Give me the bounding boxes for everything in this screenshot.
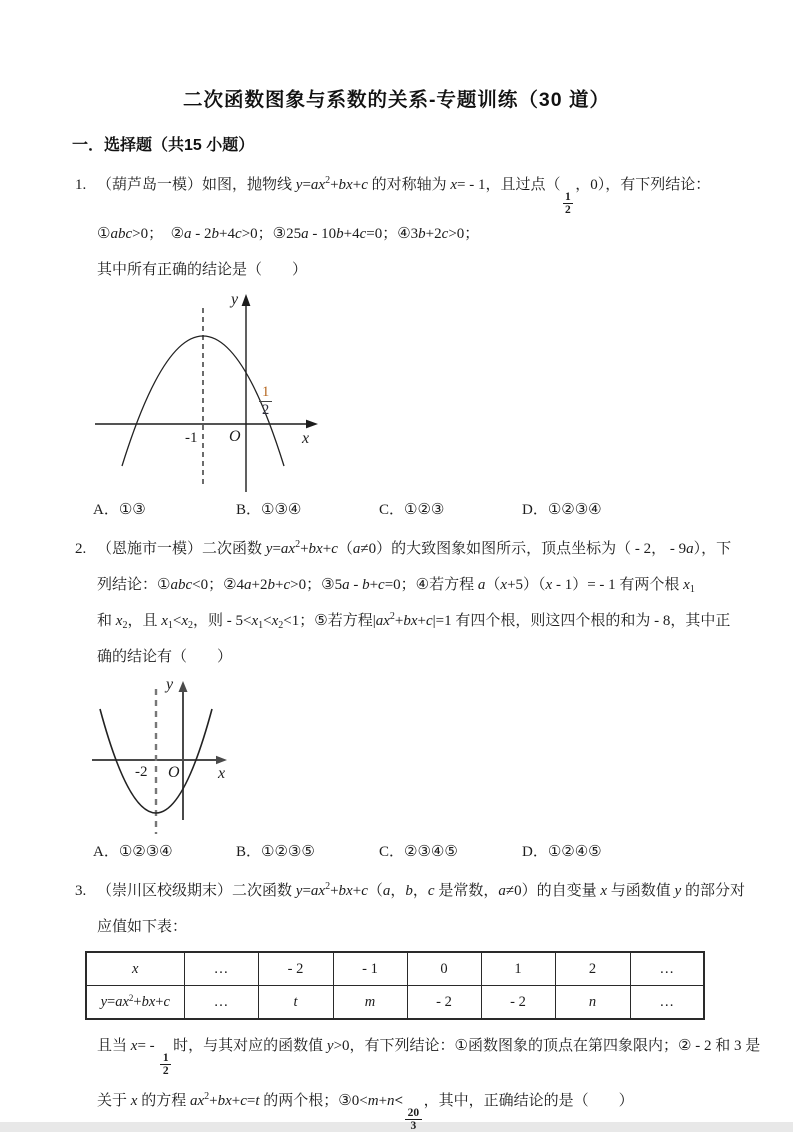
q3-table-cell: … bbox=[630, 952, 704, 986]
q2-line-1-text: （恩施市一模）二次函数 $y=ax^2+bx+c(a\ne 0)$的大致图象如图所示，顶点坐标为（ - 2， - 9a），下 bbox=[97, 539, 732, 558]
q3-table-cell: … bbox=[184, 986, 258, 1020]
q3-text-line-2: 应值如下表： bbox=[97, 919, 188, 936]
q3-table-cell: - 2 bbox=[481, 986, 555, 1020]
q3-table-cell: … bbox=[630, 986, 704, 1020]
q3-value-table bbox=[85, 951, 705, 1020]
q1-option-a: A．①③ bbox=[93, 502, 146, 519]
q1-y-axis-arrow bbox=[242, 294, 251, 306]
q2-origin-label: O bbox=[168, 764, 180, 782]
q2-text-line-3: 和 $x_2$，且 $x_1<x_2$，则 - $5<x_1<x_2<1$；⑤若方程$|ax^2+bx+c|=1$ 有四个根，则这四个根的和为 - 8，其中正 bbox=[97, 611, 731, 632]
q3-table-cell: 2 bbox=[555, 952, 630, 986]
q2-option-a: A．①②③④ bbox=[93, 844, 173, 861]
q3-table-cell: m bbox=[333, 986, 407, 1020]
q1-root-fraction-label bbox=[259, 384, 272, 418]
page-title: 二次函数图象与系数的关系-专题训练（30 道） bbox=[182, 89, 611, 111]
q2-parabola-figure bbox=[88, 677, 240, 837]
q1-y-axis-label: y bbox=[231, 291, 239, 309]
section-header: 一．选择题（共15 小题） bbox=[72, 137, 255, 154]
q3-text-line-3: 且当 x= - $\frac{1}{2}$ 时，与其对应的函数值 y>0，有下列结论：①函数图象的顶点在第四象限内；② - 2 和 3 是 bbox=[97, 1038, 761, 1078]
q2-vertex-x-label: -2 bbox=[135, 764, 148, 781]
q2-text-line-2: 列结论：①abc<0；②4a+2b+c>0；③5a - b+c=0；④若方程 a（x+5）（x - 1）= - 1 有两个根 $x_1$ bbox=[97, 577, 695, 596]
q1-text-line-1 bbox=[0, 167, 793, 216]
q1-line-1-text: （葫芦岛一模）如图，抛物线 $y=ax^2+bx+c$ 的对称轴为 x= - 1，且过点（ $\frac{1}{2}$ ，0），有下列结论： bbox=[97, 175, 711, 217]
q3-table-value-row bbox=[86, 986, 704, 1020]
question-1 bbox=[0, 167, 793, 523]
q3-text-line-1 bbox=[0, 873, 793, 909]
q1-figure-canvas bbox=[85, 290, 325, 495]
question-3 bbox=[0, 873, 793, 1132]
q1-origin-label: O bbox=[229, 428, 241, 446]
q3-table-cell: - 2 bbox=[258, 952, 333, 986]
q3-table-cell: 0 bbox=[407, 952, 481, 986]
q2-x-axis-arrow bbox=[216, 756, 227, 764]
q3-number: 3. bbox=[75, 883, 87, 900]
q2-figure-canvas bbox=[88, 677, 240, 837]
q3-table-cell: - 2 bbox=[407, 986, 481, 1020]
q1-number: 1. bbox=[75, 177, 87, 193]
q2-x-axis-label: x bbox=[218, 765, 226, 783]
q3-table-cell-x: x bbox=[86, 952, 184, 986]
q3-table-cell: … bbox=[184, 952, 258, 986]
q3-table-cell: - 1 bbox=[333, 952, 407, 986]
q1-options-row bbox=[0, 497, 793, 523]
q1-root-fraction-denominator: 2 bbox=[262, 401, 270, 418]
q2-text-line-1 bbox=[0, 531, 793, 567]
q3-table-cell: n bbox=[555, 986, 630, 1020]
q3-text-line-4: 关于 x 的方程 $ax^2+bx+c=t$ 的两个根；③0<m+n< $\frac{20}{3}$ ，其中，正确结论的是（ ） bbox=[97, 1091, 634, 1132]
q3-table-header-row bbox=[86, 952, 704, 986]
q1-x-axis-label: x bbox=[302, 430, 310, 448]
question-2 bbox=[0, 531, 793, 865]
q2-text-line-4: 确的结论有（ ） bbox=[97, 649, 233, 666]
q2-option-c: C．②③④⑤ bbox=[379, 844, 458, 861]
q1-vertex-x-label: -1 bbox=[185, 430, 198, 447]
q1-parabola-figure bbox=[85, 290, 325, 495]
q1-option-b: B．①③④ bbox=[236, 502, 302, 519]
q1-text-line-2: ①abc>0； ②a - 2b+4c>0；③25a - 10b+4c=0；④3b+2c>0； bbox=[97, 226, 480, 243]
q2-option-d: D．①②④⑤ bbox=[522, 844, 602, 861]
q2-number: 2. bbox=[75, 541, 87, 558]
q3-line-1-text: （崇川区校级期末）二次函数 $y=ax^2+bx+c(a$，b，c 是常数，a≠0）的自变量 x 与函数值 y 的部分对 bbox=[97, 881, 745, 900]
q3-table-cell: 1 bbox=[481, 952, 555, 986]
q1-root-fraction-numerator: 1 bbox=[259, 384, 272, 402]
q2-y-axis-label: y bbox=[166, 676, 174, 694]
q3-table-cell: t bbox=[258, 986, 333, 1020]
q3-table-cell-formula: $y=ax^2+bx+c$ bbox=[86, 986, 184, 1020]
q2-options-row bbox=[0, 839, 793, 865]
q2-option-b: B．①②③⑤ bbox=[236, 844, 315, 861]
q1-option-d: D．①②③④ bbox=[522, 502, 602, 519]
q1-option-c: C．①②③ bbox=[379, 502, 445, 519]
q1-x-axis-arrow bbox=[306, 420, 318, 429]
q2-y-axis-arrow bbox=[179, 681, 188, 692]
q1-text-line-3: 其中所有正确的结论是（ ） bbox=[97, 262, 308, 279]
